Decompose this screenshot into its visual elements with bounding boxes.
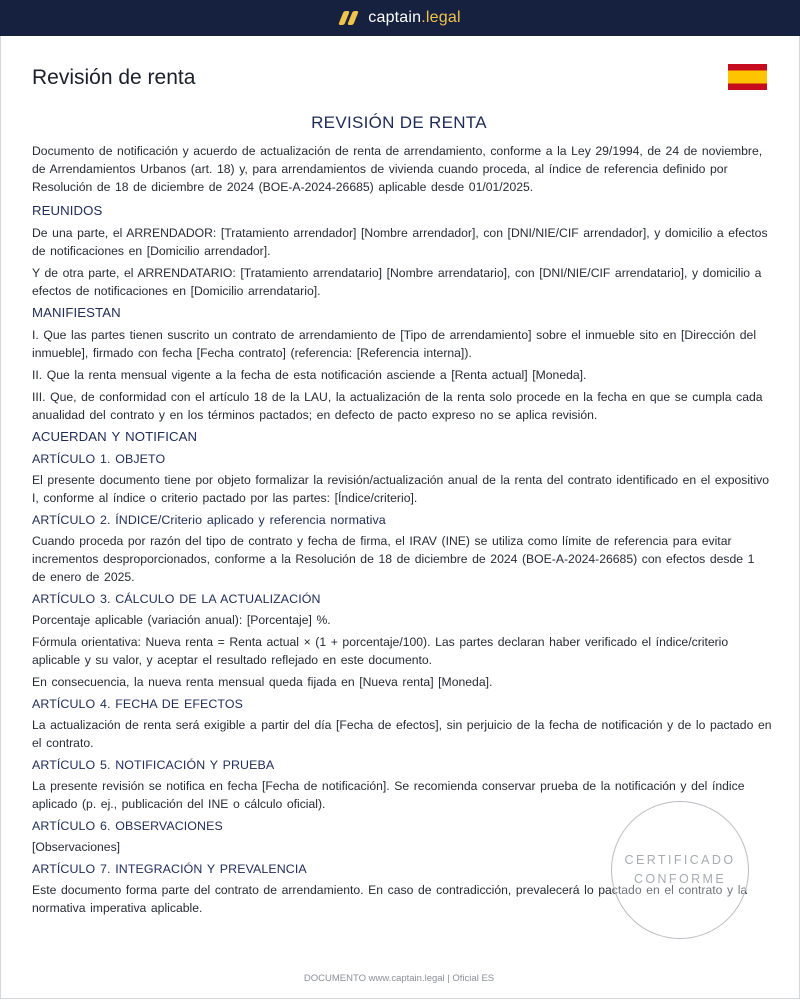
brand[interactable]: [339, 9, 460, 27]
article-6-paragraph: [Observaciones]: [32, 840, 121, 854]
article-1-paragraph: El presente documento tiene por objeto formalizar la revisión/actualización anual de la renta del contrato identificado en el expositivo I, conforme al índice o criterio pactado por las partes: [Índice/criterio].: [32, 473, 770, 505]
article-7-paragraph: Este documento forma parte del contrato de arrendamiento. En caso de contradicción, prevalecerá lo pactado en el contrato y la normativa imperativa aplicable.: [32, 883, 748, 915]
reunidos-paragraph-2: Y de otra parte, el ARRENDATARIO: [Tratamiento arrendatario] [Nombre arrendatario], con [DNI/NIE/CIF arrendatario], y domicilio a efectos de notificaciones en [Domicilio arrendatario].: [32, 266, 762, 298]
page-title: Revisión de renta: [32, 66, 196, 89]
article-7-title: ARTÍCULO 7. INTEGRACIÓN Y PREVALENCIA: [32, 862, 307, 876]
article-2-paragraph: Cuando proceda por razón del tipo de contrato y fecha de firma, el IRAV (INE) se utiliza como límite de referencia para evitar incrementos desproporcionados, conforme a la Resolución de 18 de diciembre de 2024 (BOE-A-2024-26685) con efectos desde 1 de enero de 2025.: [32, 534, 755, 584]
section-reunidos-title: REUNIDOS: [32, 203, 103, 218]
article-4-paragraph: La actualización de renta será exigible a partir del día [Fecha de efectos], sin perjuicio de la fecha de notificación y de lo pactado en el contrato.: [32, 718, 772, 750]
intro-paragraph: Documento de notificación y acuerdo de actualización de renta de arrendamiento, conforme a la Ley 29/1994, de 24 de noviembre, de Arrendamientos Urbanos (art. 18) y, para arrendamientos de vivienda cuando proceda, al índice de referencia definido por Resolución de 18 de diciembre de 2024 (BOE-A-2024-26685) aplicable desde 01/01/2025.: [32, 144, 763, 194]
document-heading: REVISIÓN DE RENTA: [311, 113, 487, 132]
section-acuerdan-title: ACUERDAN Y NOTIFICAN: [32, 429, 198, 444]
page-footer: DOCUMENTO www.captain.legal | Oficial ES: [303, 973, 495, 984]
article-5-paragraph: La presente revisión se notifica en fecha [Fecha de notificación]. Se recomienda conservar prueba de la notificación y del índice aplicado (p. ej., publicación del INE o cálculo oficial).: [32, 779, 745, 811]
article-5-title: ARTÍCULO 5. NOTIFICACIÓN Y PRUEBA: [32, 758, 275, 772]
section-manifiestan-title: MANIFIESTAN: [32, 305, 121, 320]
article-3-title: ARTÍCULO 3. CÁLCULO DE LA ACTUALIZACIÓN: [32, 592, 321, 606]
manifiestan-paragraph-3: III. Que, de conformidad con el artículo 18 de la LAU, la actualización de la renta solo procede en la fecha en que se cumpla cada anualidad del contrato y en los términos pactados; en defecto de pacto expreso no se aplica revisión.: [32, 390, 763, 422]
article-2-title: ARTÍCULO 2. ÍNDICE/Criterio aplicado y referencia normativa: [32, 513, 386, 527]
certified-stamp: [611, 801, 749, 939]
article-6-title: ARTÍCULO 6. OBSERVACIONES: [32, 819, 223, 833]
manifiestan-paragraph-2: II. Que la renta mensual vigente a la fecha de esta notificación asciende a [Renta actual] [Moneda].: [32, 368, 587, 382]
article-3-paragraph-2: Fórmula orientativa: Nueva renta = Renta actual × (1 + porcentaje/100). Las partes declaran haber verificado el índice/criterio aplicable y su valor, y aceptar el resultado reflejado en este documento.: [32, 635, 729, 667]
stamp-line-1: CERTIFICADO: [624, 853, 736, 867]
article-3-paragraph-3: En consecuencia, la nueva renta mensual queda fijada en [Nueva renta] [Moneda].: [32, 675, 493, 689]
article-3-paragraph-1: Porcentaje aplicable (variación anual): [Porcentaje] %.: [32, 613, 331, 627]
article-1-title: ARTÍCULO 1. OBJETO: [32, 452, 166, 466]
captain-logo-icon: [339, 10, 359, 26]
brand-name: [368, 9, 460, 27]
brand-name-main: captain: [368, 9, 422, 26]
spain-flag-icon: [728, 64, 767, 90]
article-4-title: ARTÍCULO 4. FECHA DE EFECTOS: [32, 697, 243, 711]
brand-name-suffix: .legal: [421, 9, 461, 26]
reunidos-paragraph-1: De una parte, el ARRENDADOR: [Tratamiento arrendador] [Nombre arrendador], con [DNI/NIE/CIF arrendador], y domicilio a efectos de notificaciones en [Domicilio arrendador].: [32, 226, 768, 258]
stamp-line-2: CONFORME: [633, 872, 727, 886]
manifiestan-paragraph-1: I. Que las partes tienen suscrito un contrato de arrendamiento de [Tipo de arrendamiento] sobre el inmueble sito en [Dirección del inmueble], firmado con fecha [Fecha contrato] (referencia: [Referencia interna]).: [32, 328, 757, 360]
top-bar: [0, 0, 800, 36]
